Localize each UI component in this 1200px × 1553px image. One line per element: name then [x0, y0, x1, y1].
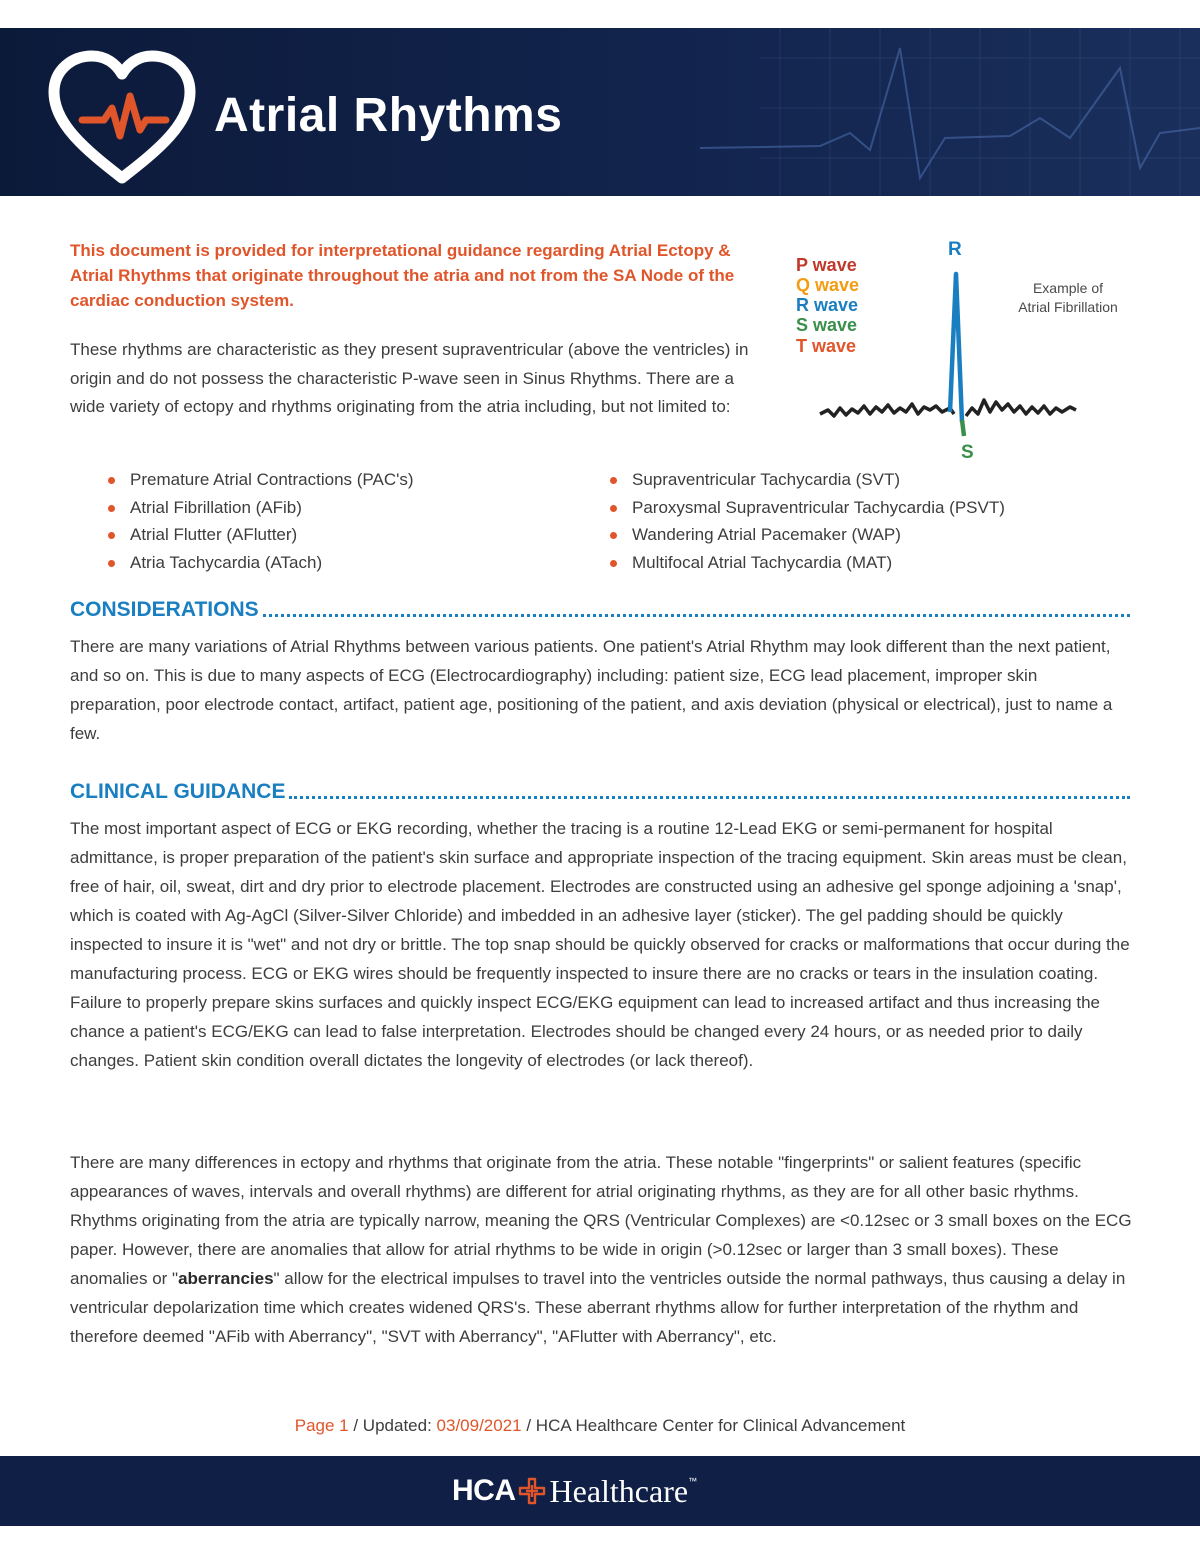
rhythm-list-right: [606, 466, 1005, 576]
afib-baseline-right: [966, 400, 1076, 416]
r-peak-label: R: [948, 239, 962, 260]
heading-dotted-rule: [289, 796, 1130, 799]
hca-healthcare-logo: [452, 1468, 697, 1514]
hca-cross-icon: [518, 1477, 546, 1505]
legend-p-wave: P wave: [796, 255, 857, 275]
updated-date: 03/09/2021: [436, 1416, 522, 1435]
footer-organization: / HCA Healthcare Center for Clinical Advancement: [521, 1416, 906, 1435]
brand-healthcare-text: Healthcare: [549, 1472, 689, 1509]
page-footer-info: [0, 1416, 1200, 1436]
clinical-guidance-paragraph-1: The most important aspect of ECG or EKG recording, whether the tracing is a routine 12-Lead EKG or semi-permanent for hospital admittance, is proper preparation of the patient's skin surface and appropriate inspection of the tracing equipment. Skin areas must be clean, free of hair, oil, sweat, dirt and dry prior to electrode placement. Electrodes are constructed using an adhesive gel sponge adjoining a 'snap', which is coated with Ag-AgCl (Silver-Silver Chloride) and imbedded in an adhesive layer (sticker). The gel padding should be quickly inspected to insure it is "wet" and not dry or brittle. The top snap should be quickly observed for cracks or malformations that occur during the manufacturing process. ECG or EKG wires should be frequently inspected to insure there are no cracks or tears in the insulation coating. Failure to properly prepare skins surfaces and quickly inspect ECG/EKG equipment can lead to increased artifact and thus increasing the chance a patient's ECG/EKG can lead to false interpretation. Electrodes should be changed every 24 hours, or as needed prior to daily changes. Patient skin condition overall dictates the longevity of electrodes (or lack thereof).: [70, 819, 1130, 1070]
heart-ecg-icon: [46, 50, 198, 188]
list-item: Premature Atrial Contractions (PAC's): [104, 466, 414, 494]
brand-hca-text: HCA: [452, 1474, 516, 1507]
list-item: Supraventricular Tachycardia (SVT): [606, 466, 1005, 494]
intro-text: These rhythms are characteristic as they present supraventricular (above the ventricles) in origin and do not possess the characteristic P-wave seen in Sinus Rhythms. There are a wide variety of ectopy and rhythms originating from the atria including, but not limited to:: [70, 340, 749, 416]
aberrancies-term: aberrancies: [178, 1269, 274, 1288]
clinical-guidance-heading-label: CLINICAL GUIDANCE: [70, 780, 286, 803]
diagram-caption-line2: Atrial Fibrillation: [1018, 299, 1118, 315]
considerations-heading: [70, 594, 1130, 622]
paragraph-2-text-end: " allow for the electrical impulses to travel into the ventricles outside the normal pathways, thus causing a delay in ventricular depolarization time which creates widened QRS's. These aberrant rhythms allow for further interpretation of the rhythm and therefore deemed "AFib with Aberrancy", "SVT with Aberrancy", "AFlutter with Aberrancy", etc.: [70, 1269, 1126, 1346]
list-item: Atrial Flutter (AFlutter): [104, 521, 414, 549]
brand-trademark: ™: [688, 1476, 698, 1486]
clinical-guidance-heading: [70, 776, 1130, 804]
list-item: Multifocal Atrial Tachycardia (MAT): [606, 549, 1005, 577]
s-wave-segment: [962, 420, 964, 436]
considerations-text: There are many variations of Atrial Rhythms between various patients. One patient's Atrial Rhythm may look different than the next patient, and so on. This is due to many aspects of ECG (Electrocardiography) including: patient size, ECG lead placement, improper skin preparation, poor electrode contact, artifact, patient age, positioning of the patient, and axis deviation (physical or electrical), just to name a few.: [70, 637, 1113, 743]
paragraph-2-text-start: There are many differences in ectopy and rhythms that originate from the atria. These notable "fingerprints" or salient features (specific appearances of waves, intervals and overall rhythms) are different for atrial originating rhythms, as they are for all other basic rhythms. Rhythms originating from the atria are typically narrow, meaning the QRS (Ventricular Complexes) are <0.12sec or 3 small boxes on the ECG paper. However, there are anomalies that allow for atrial rhythms to be wide in origin (>0.12sec or larger than 3 small boxes). These anomalies or ": [70, 1153, 1132, 1288]
heading-dotted-rule: [263, 614, 1130, 617]
page-header: [0, 28, 1200, 196]
legend-s-wave: S wave: [796, 315, 858, 335]
footer-updated-label: / Updated:: [348, 1416, 437, 1435]
page-number: Page 1: [294, 1416, 349, 1435]
r-wave-spike: [950, 274, 962, 422]
legend-q-wave: Q wave: [796, 275, 860, 295]
clinical-guidance-paragraph-2: [70, 1148, 1132, 1351]
intro-highlight: This document is provided for interpretational guidance regarding Atrial Ectopy & Atrial Rhythms that originate throughout the atria and not from the SA Node of the cardiac conduction system.: [70, 241, 735, 310]
footer-brand-bar: [0, 1456, 1200, 1526]
considerations-heading-label: CONSIDERATIONS: [70, 598, 259, 621]
legend-r-wave: R wave: [796, 295, 859, 315]
list-item: Paroxysmal Supraventricular Tachycardia (PSVT): [606, 494, 1005, 522]
list-item: Wandering Atrial Pacemaker (WAP): [606, 521, 1005, 549]
s-trough-label: S: [961, 442, 974, 463]
list-item: Atria Tachycardia (ATach): [104, 549, 414, 577]
legend-t-wave: T wave: [796, 336, 857, 356]
ecg-wave-diagram: [780, 232, 1160, 470]
rhythm-list-left: [104, 466, 414, 576]
list-item: Atrial Fibrillation (AFib): [104, 494, 414, 522]
page-title: Atrial Rhythms: [214, 89, 563, 142]
diagram-caption-line1: Example of: [1032, 280, 1104, 296]
afib-baseline-left: [820, 404, 954, 416]
